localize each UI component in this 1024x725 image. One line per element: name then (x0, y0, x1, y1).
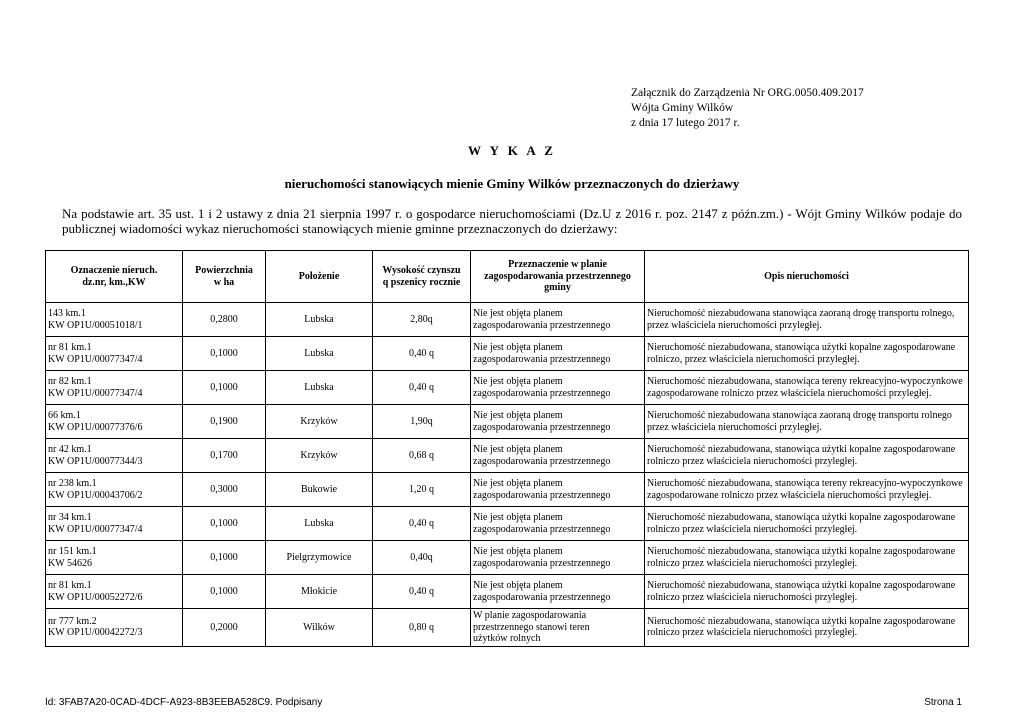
attachment-note-line-1: Załącznik do Zarządzenia Nr ORG.0050.409.2017 (631, 87, 864, 99)
cell-polozenie: Lubska (266, 303, 373, 337)
page-number: Strona 1 (924, 697, 962, 708)
cell-polozenie: Krzyków (266, 405, 373, 439)
cell-polozenie: Lubska (266, 507, 373, 541)
cell-czynsz: 0,68 q (373, 439, 471, 473)
header-powierzchnia: Powierzchnia w ha (183, 251, 266, 303)
cell-przeznaczenie: Nie jest objęta planem zagospodarowania przestrzennego (471, 405, 645, 439)
cell-opis: Nieruchomość niezabudowana, stanowiąca użytki kopalne zagospodarowane rolniczo przez właściciela nieruchomości przyległej. (645, 609, 969, 647)
cell-oznaczenie: 66 km.1 KW OP1U/00077376/6 (46, 405, 183, 439)
table-row (46, 541, 969, 575)
cell-powierzchnia: 0,1000 (183, 371, 266, 405)
property-table (45, 250, 969, 647)
cell-opis: Nieruchomość niezabudowana, stanowiąca użytki kopalne zagospodarowane rolniczo przez właściciela nieruchomości przyległej. (645, 439, 969, 473)
cell-czynsz: 0,40 q (373, 337, 471, 371)
cell-przeznaczenie: Nie jest objęta planem zagospodarowania przestrzennego (471, 337, 645, 371)
cell-przeznaczenie: Nie jest objęta planem zagospodarowania przestrzennego (471, 575, 645, 609)
table-row (46, 473, 969, 507)
cell-polozenie: Pielgrzymowice (266, 541, 373, 575)
cell-opis: Nieruchomość niezabudowana, stanowiąca tereny rekreacyjno-wypoczynkowe zagospodarowane rolniczo przez właściciela nieruchomości przyległej. (645, 371, 969, 405)
cell-oznaczenie: nr 42 km.1 KW OP1U/00077344/3 (46, 439, 183, 473)
table-row (46, 575, 969, 609)
table-row (46, 405, 969, 439)
table-row (46, 507, 969, 541)
cell-czynsz: 1,90q (373, 405, 471, 439)
cell-opis: Nieruchomość niezabudowana, stanowiąca tereny rekreacyjno-wypoczynkowe zagospodarowane rolniczo przez właściciela nieruchomości przyległej. (645, 473, 969, 507)
cell-oznaczenie: nr 82 km.1 KW OP1U/00077347/4 (46, 371, 183, 405)
cell-polozenie: Młokicie (266, 575, 373, 609)
cell-polozenie: Bukowie (266, 473, 373, 507)
cell-opis: Nieruchomość niezabudowana, stanowiąca użytki kopalne zagospodarowane rolniczo przez właściciela nieruchomości przyległej. (645, 507, 969, 541)
cell-opis: Nieruchomość niezabudowana stanowiąca zaoraną drogę transportu rolnego przez właściciela nieruchomości przyległej. (645, 405, 969, 439)
header-przeznaczenie: Przeznaczenie w planie zagospodarowania przestrzennego gminy (471, 251, 645, 303)
header-opis: Opis nieruchomości (645, 251, 969, 303)
cell-przeznaczenie: Nie jest objęta planem zagospodarowania przestrzennego (471, 371, 645, 405)
document-id-footer: Id: 3FAB7A20-0CAD-4DCF-A923-8B3EEBA528C9. Podpisany (45, 697, 323, 708)
cell-opis: Nieruchomość niezabudowana, stanowiąca użytki kopalne zagospodarowane rolniczo przez właściciela nieruchomości przyległej. (645, 575, 969, 609)
cell-powierzchnia: 0,2800 (183, 303, 266, 337)
cell-opis: Nieruchomość niezabudowana stanowiąca zaoraną drogę transportu rolnego, przez właściciela nieruchomości przyległej. (645, 303, 969, 337)
cell-przeznaczenie: Nie jest objęta planem zagospodarowania przestrzennego (471, 541, 645, 575)
table-row (46, 303, 969, 337)
document-title: W Y K A Z (468, 143, 556, 158)
cell-powierzchnia: 0,2000 (183, 609, 266, 647)
cell-polozenie: Wilków (266, 609, 373, 647)
cell-powierzchnia: 0,1000 (183, 541, 266, 575)
table-row (46, 371, 969, 405)
cell-powierzchnia: 0,1000 (183, 507, 266, 541)
cell-przeznaczenie: Nie jest objęta planem zagospodarowania przestrzennego (471, 439, 645, 473)
cell-opis: Nieruchomość niezabudowana, stanowiąca użytki kopalne zagospodarowane rolniczo przez właściciela nieruchomości przyległej. (645, 541, 969, 575)
header-oznaczenie: Oznaczenie nieruch. dz.nr, km.,KW (46, 251, 183, 303)
document-subtitle: nieruchomości stanowiących mienie Gminy Wilków przeznaczonych do dzierżawy (284, 176, 740, 191)
cell-czynsz: 0,80 q (373, 609, 471, 647)
cell-czynsz: 2,80q (373, 303, 471, 337)
cell-oznaczenie: nr 238 km.1 KW OP1U/00043706/2 (46, 473, 183, 507)
header-polozenie: Położenie (266, 251, 373, 303)
table-header-row (46, 251, 969, 303)
cell-powierzchnia: 0,1700 (183, 439, 266, 473)
cell-czynsz: 0,40 q (373, 507, 471, 541)
cell-oznaczenie: nr 151 km.1 KW 54626 (46, 541, 183, 575)
attachment-note (631, 86, 864, 131)
cell-przeznaczenie: Nie jest objęta planem zagospodarowania przestrzennego (471, 303, 645, 337)
cell-oznaczenie: 143 km.1 KW OP1U/00051018/1 (46, 303, 183, 337)
table-row (46, 609, 969, 647)
cell-czynsz: 0,40q (373, 541, 471, 575)
cell-powierzchnia: 0,3000 (183, 473, 266, 507)
cell-oznaczenie: nr 777 km.2 KW OP1U/00042272/3 (46, 609, 183, 647)
intro-paragraph: Na podstawie art. 35 ust. 1 i 2 ustawy z dnia 21 sierpnia 1997 r. o gospodarce nieruchomościami (Dz.U z 2016 r. poz. 2147 z późn.zm.) - Wójt Gminy Wilków podaje do publicznej wiadomości wykaz nieruchomości stanowiących mienie gminne przeznaczonych do dzierżawy: (62, 206, 962, 236)
table-row (46, 439, 969, 473)
cell-czynsz: 0,40 q (373, 371, 471, 405)
cell-oznaczenie: nr 81 km.1 KW OP1U/00052272/6 (46, 575, 183, 609)
cell-przeznaczenie: W planie zagospodarowania przestrzennego stanowi teren użytków rolnych (471, 609, 645, 647)
cell-powierzchnia: 0,1900 (183, 405, 266, 439)
cell-oznaczenie: nr 81 km.1 KW OP1U/00077347/4 (46, 337, 183, 371)
cell-polozenie: Lubska (266, 371, 373, 405)
header-czynsz: Wysokość czynszu q pszenicy rocznie (373, 251, 471, 303)
table-body (46, 303, 969, 647)
table-row (46, 337, 969, 371)
cell-czynsz: 1,20 q (373, 473, 471, 507)
cell-polozenie: Krzyków (266, 439, 373, 473)
cell-przeznaczenie: Nie jest objęta planem zagospodarowania przestrzennego (471, 473, 645, 507)
cell-opis: Nieruchomość niezabudowana, stanowiąca użytki kopalne zagospodarowane rolniczo, przez właściciela nieruchomości przyległej. (645, 337, 969, 371)
attachment-note-line-2: Wójta Gminy Wilków (631, 102, 734, 114)
cell-oznaczenie: nr 34 km.1 KW OP1U/00077347/4 (46, 507, 183, 541)
cell-czynsz: 0,40 q (373, 575, 471, 609)
cell-powierzchnia: 0,1000 (183, 575, 266, 609)
attachment-note-line-3: z dnia 17 lutego 2017 r. (631, 117, 740, 129)
cell-powierzchnia: 0,1000 (183, 337, 266, 371)
cell-polozenie: Lubska (266, 337, 373, 371)
cell-przeznaczenie: Nie jest objęta planem zagospodarowania przestrzennego (471, 507, 645, 541)
